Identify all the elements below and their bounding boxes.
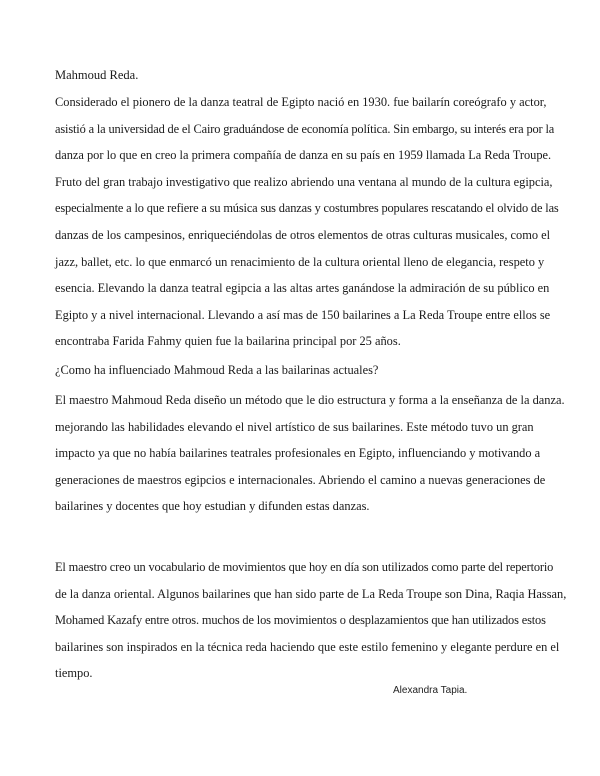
text-line: impacto ya que no había bailarines teatrales profesionales en Egipto, influenciando y motivando a (55, 446, 541, 461)
text-line: asistió a la universidad de el Cairo graduándose de economía política. Sin embargo, su interés era por la (55, 121, 555, 136)
text-line: danza por lo que en creo la primera compañía de danza en su país en 1959 llamada La Reda Troupe. (55, 148, 552, 163)
text-line: bailarines y docentes que hoy estudian y difunden estas danzas. (55, 499, 370, 514)
text-line: El maestro Mahmoud Reda diseño un método que le dio estructura y forma a la enseñanza de la danza. (55, 393, 565, 407)
paragraph-1 (55, 89, 559, 355)
text-line: danzas de los campesinos, enriqueciéndolas de otros elementos de otras culturas musicales, como el (55, 227, 551, 242)
text-line: especialmente a lo que refiere a su música sus danzas y costumbres populares rescatando el olvido de las (55, 201, 559, 216)
text-line: generaciones de maestros egipcios e internacionales. Abriendo el camino a nuevas generaciones de (55, 472, 546, 487)
section-question (55, 357, 555, 384)
text-line: Mohamed Kazafy entre otros. muchos de los movimientos o desplazamientos que han utilizados estos (55, 613, 546, 628)
text-line: El maestro creo un vocabulario de movimientos que hoy en día son utilizados como parte del repertorio (55, 560, 554, 574)
text-line: mejorando las habilidades elevando el nivel artístico de sus bailarines. Este método tuvo un gran (55, 419, 534, 434)
text-line: bailarines son inspirados en la técnica reda haciendo que este estilo femenino y elegante perdure en el (55, 639, 560, 654)
question-heading: ¿Como ha influenciado Mahmoud Reda a las bailarinas actuales? (55, 363, 379, 377)
text-line: Fruto del gran trabajo investigativo que realizo abriendo una ventana al mundo de la cultura egipcia, (55, 174, 553, 189)
text-line: Egipto y a nivel internacional. Llevando a así mas de 150 bailarines a La Reda Troupe entre ellos se (55, 307, 551, 322)
text-line: esencia. Elevando la danza teatral egipcia a las altas artes ganándose la admiración de su público en (55, 281, 550, 296)
paragraph-2 (55, 387, 565, 520)
author-signature: Alexandra Tapia. (393, 685, 468, 696)
document-title: Mahmoud Reda. (55, 68, 139, 82)
text-line: de la danza oriental. Algunos bailarines que han sido parte de La Reda Troupe son Dina, Raqia Hassan, (55, 586, 567, 601)
text-line: Considerado el pionero de la danza teatral de Egipto nació en 1930. fue bailarín coreógrafo y actor, (55, 95, 547, 109)
text-line: tiempo. (55, 666, 93, 681)
text-line: encontraba Farida Fahmy quien fue la bailarina principal por 25 años. (55, 334, 401, 349)
text-line: jazz, ballet, etc. lo que enmarcó un renacimiento de la cultura oriental lleno de elegancia, respeto y (55, 254, 545, 269)
paragraph-3 (55, 554, 567, 687)
